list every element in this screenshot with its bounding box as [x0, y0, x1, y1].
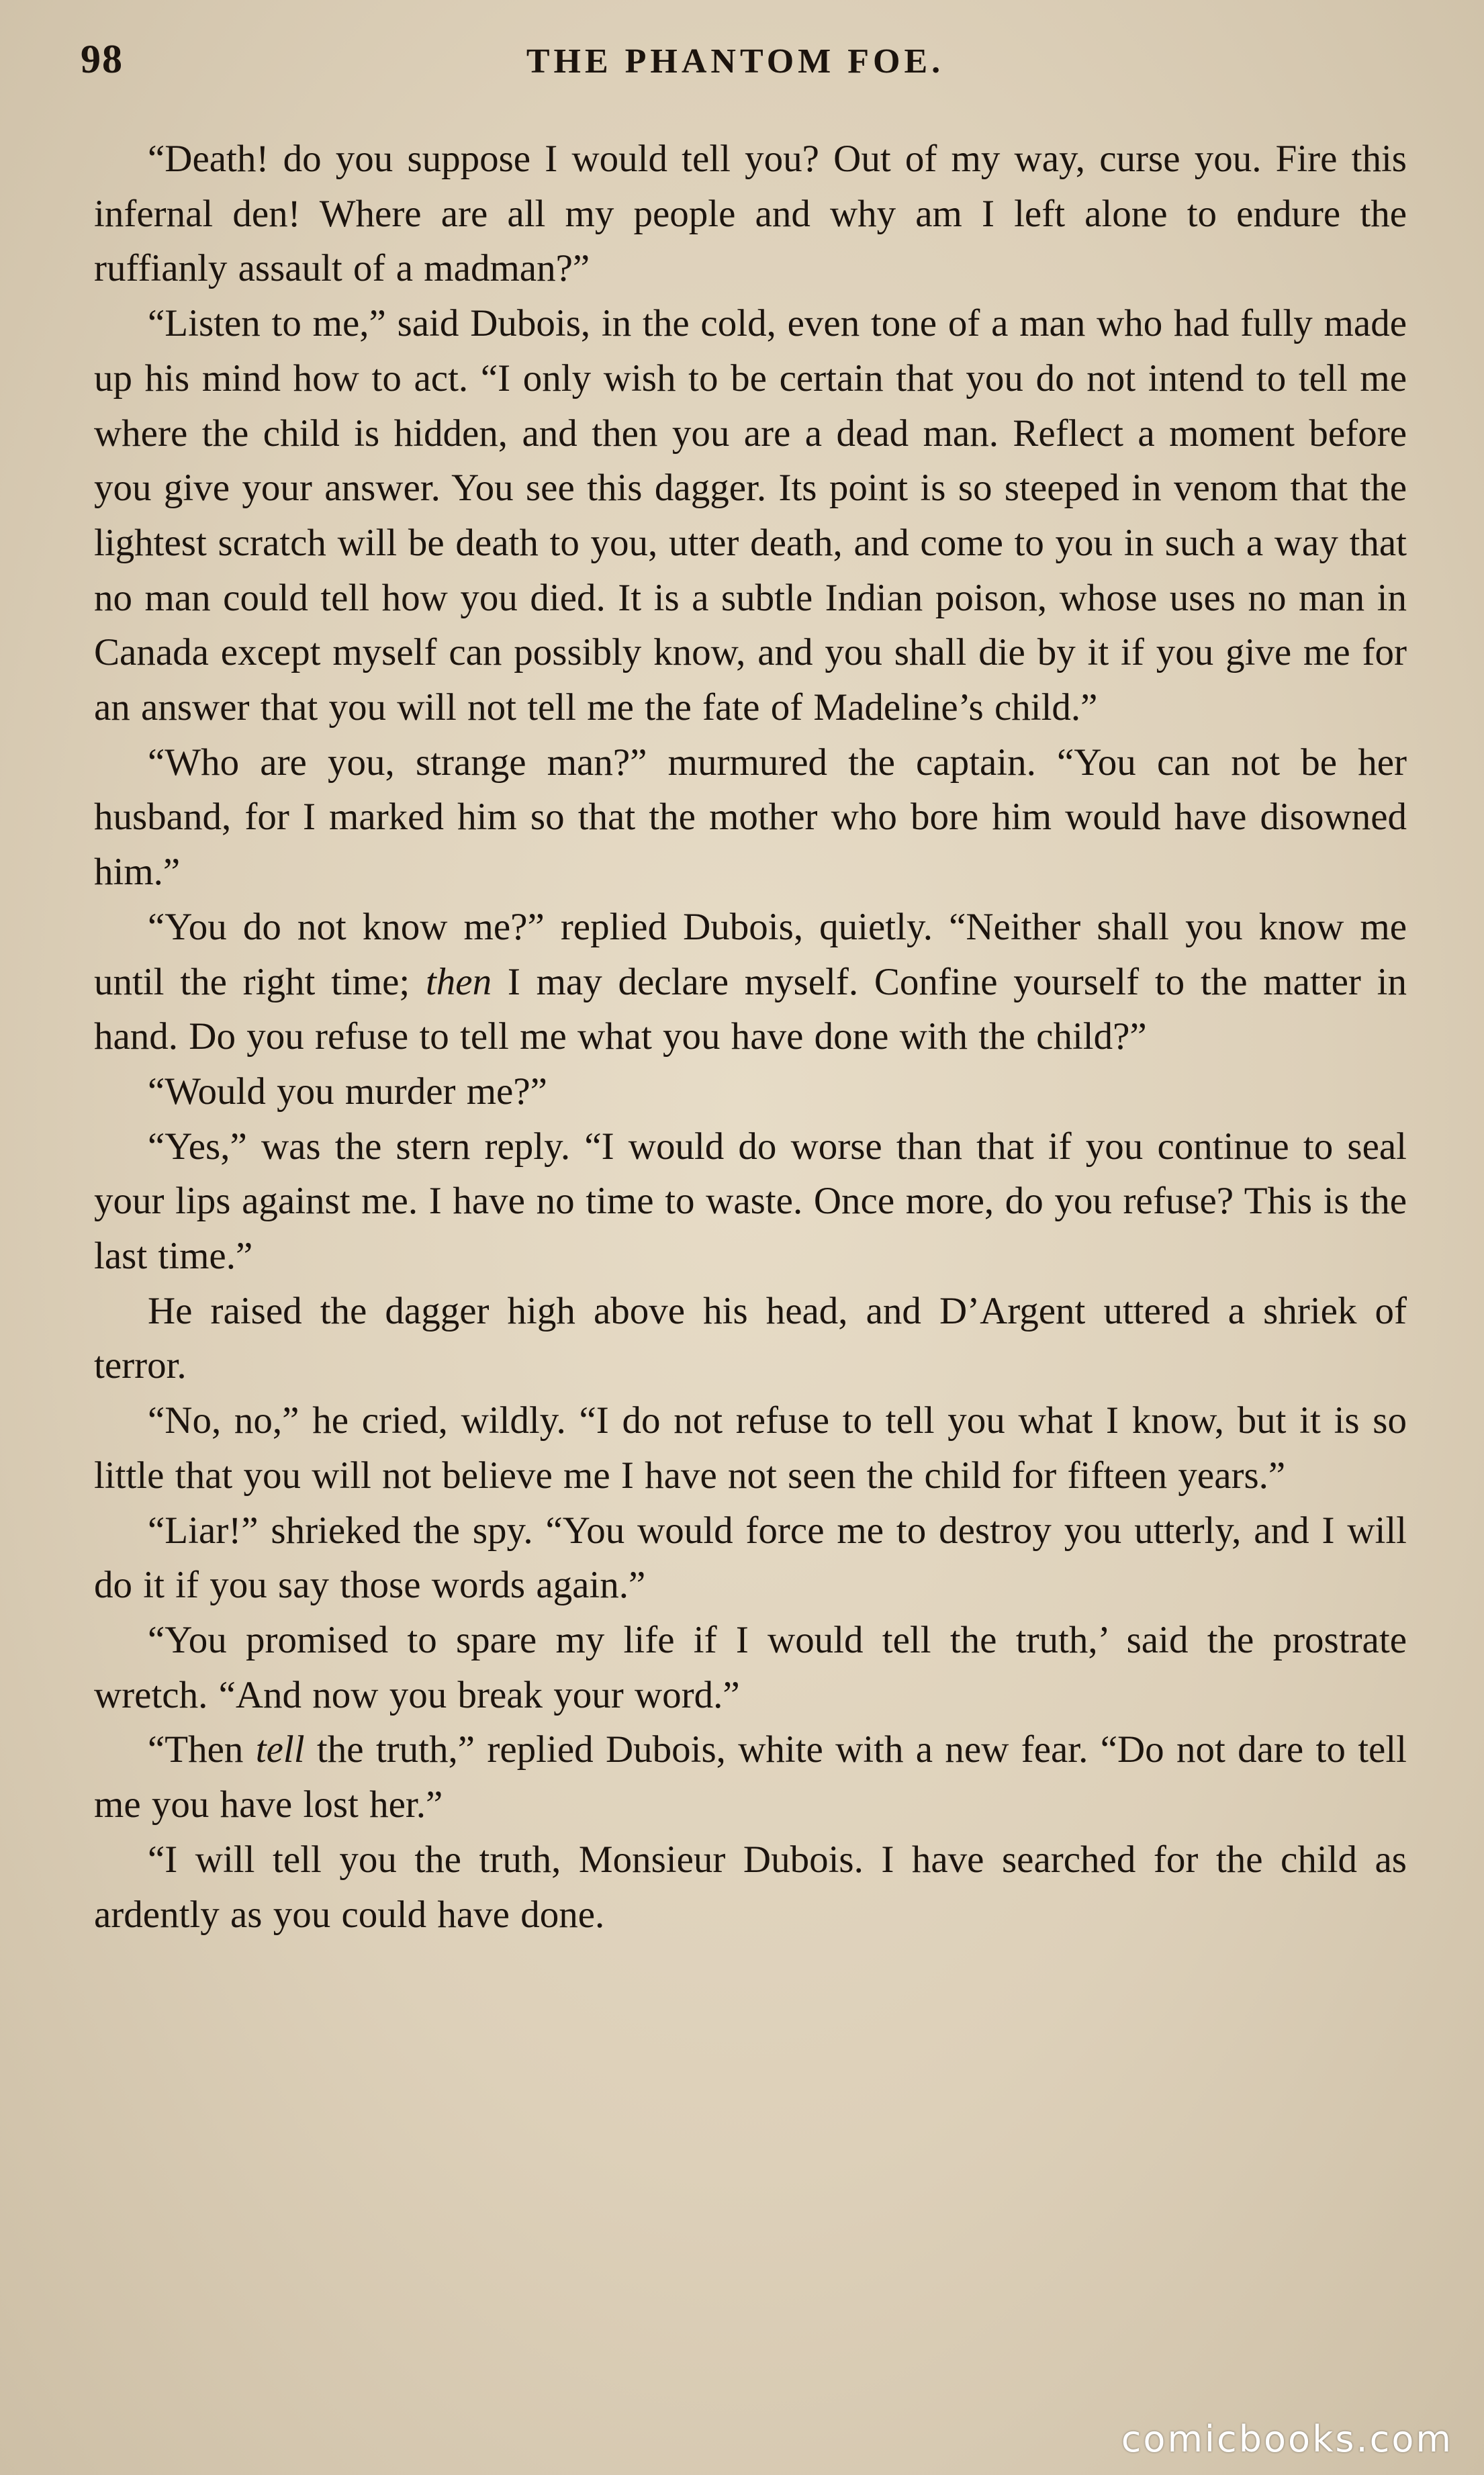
paragraph	[94, 735, 1407, 900]
text-run: “Listen to me,” said Dubois, in the cold, even tone of a man who had fully made up his mind how to act. “I only wish to be certain that you do not intend to tell me where the child is hidden, and then you are a dead man. Reflect a moment before you give your answer. You see this dagger. Its point is so steeped in venom that the lightest scratch will be death to you, utter death, and come to you in such a way that no man could tell how you died. It is a subtle Indian poison, whose uses no man in Canada except myself can possibly know, and you shall die by it if you give me for an answer that you will not tell me the fate of Madeline’s child.”	[94, 302, 1407, 729]
italic-word: tell	[255, 1728, 305, 1771]
text-run: I may declare myself. Confine yourself to the matter in hand. Do you refuse to tell me what you have done with the child?”	[94, 960, 1407, 1058]
italic-word: then	[425, 960, 492, 1003]
paragraph	[94, 1393, 1407, 1503]
paragraph	[94, 900, 1407, 1064]
text-run: “Death! do you suppose I would tell you? Out of my way, curse you. Fire this infernal den! Where are all my people and why am I left alone to endure the ruffianly assault of a madman?”	[94, 138, 1407, 290]
watermark-logo: comicbooks.com	[1121, 2418, 1453, 2460]
text-run: “Then	[148, 1728, 256, 1771]
paragraph	[94, 1119, 1407, 1284]
text-run: He raised the dagger high above his head, and D’Argent uttered a shriek of terror.	[94, 1289, 1407, 1387]
paragraph	[94, 1064, 1407, 1119]
paragraph	[94, 1503, 1407, 1613]
page-number: 98	[81, 37, 124, 81]
page-header	[81, 23, 1390, 83]
text-run: “Would you murder me?”	[148, 1070, 547, 1113]
text-run: “I will tell you the truth, Monsieur Dubois. I have searched for the child as ardently as you could have done.	[94, 1838, 1407, 1936]
text-run: “Who are you, strange man?” murmured the captain. “You can not be her husband, for I marked him so that the mother who bore him would have disowned him.”	[94, 741, 1407, 894]
text-run: “Yes,” was the stern reply. “I would do worse than that if you continue to seal your lips against me. I have no time to waste. Once more, do you refuse? This is the last time.”	[94, 1125, 1407, 1278]
text-run: “You promised to spare my life if I would tell the truth,’ said the prostrate wretch. “And now you break your word.”	[94, 1618, 1407, 1716]
paragraph	[94, 1832, 1407, 1942]
running-head: THE PHANTOM FOE.	[526, 42, 945, 81]
paragraph	[94, 1284, 1407, 1393]
paragraph	[94, 296, 1407, 735]
text-run: “You do not know me?” replied Dubois, quietly. “Neither shall you know me until the right time;	[94, 905, 1407, 1003]
paragraph	[94, 1613, 1407, 1722]
body-text	[94, 132, 1407, 1942]
paragraph	[94, 1722, 1407, 1832]
paragraph	[94, 132, 1407, 296]
text-run: “No, no,” he cried, wildly. “I do not refuse to tell you what I know, but it is so little that you will not believe me I have not seen the child for fifteen years.”	[94, 1399, 1407, 1497]
text-run: “Liar!” shrieked the spy. “You would force me to destroy you utterly, and I will do it if you say those words again.”	[94, 1509, 1407, 1607]
text-run: the truth,” replied Dubois, white with a new fear. “Do not dare to tell me you have lost her.”	[94, 1728, 1407, 1826]
